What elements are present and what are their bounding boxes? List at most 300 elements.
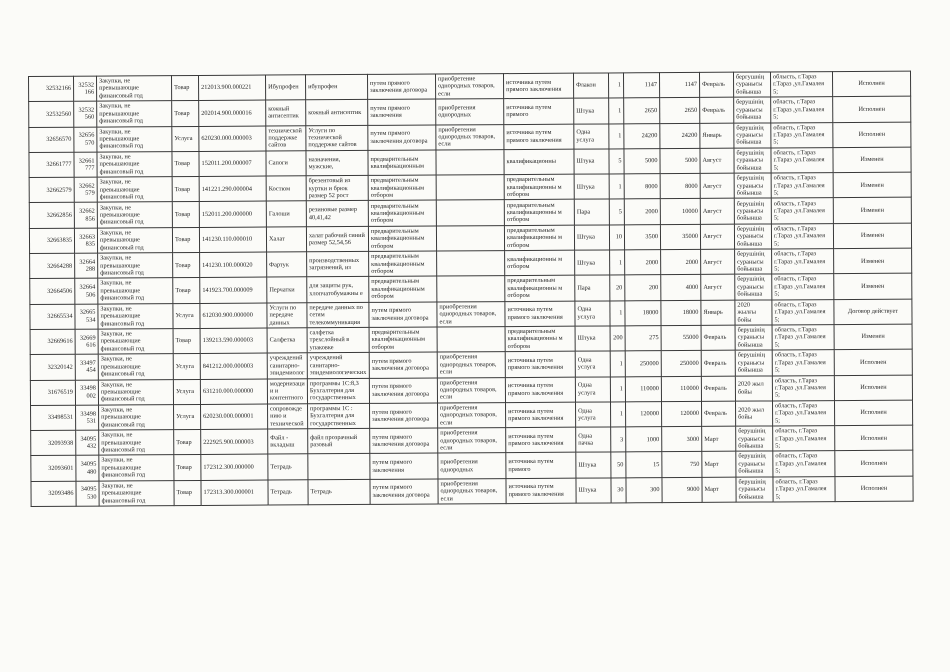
description-cell: Услуги по технической поддержке сайтов: [306, 125, 368, 151]
name-cell: Ибупрофен: [265, 75, 305, 101]
description-cell: халат рабочий синий размер 52,54,56: [306, 226, 368, 252]
month-cell: Март: [702, 426, 736, 452]
type-cell: Товар: [174, 455, 201, 480]
month-cell: Февраль: [701, 376, 735, 402]
purpose-cell: Закупки, не превышающие финансовый год: [98, 329, 173, 355]
address-cell: область, г.Тараз г.Тараз ,ул.Гамалея 5;: [771, 173, 833, 199]
source-cell: предварительным квалификационны м отбором: [504, 200, 574, 226]
purpose-cell: Закупки, не превышающие финансовый год: [97, 177, 172, 203]
source-cell: источника путем прямого заключения: [505, 377, 575, 403]
source-cell: квалификационны м отбором: [505, 250, 575, 276]
table-body: [29, 71, 914, 506]
code-cell: 141923.700.000009: [200, 277, 267, 303]
description-cell: программы 1С:8,3 Бухгалтерия для государственных: [307, 378, 369, 404]
price-cell: 2650: [624, 98, 660, 124]
purpose-cell: Закупки, не превышающие финансовый год: [97, 152, 172, 178]
method-cell: предварительным квалификационным отбором: [369, 276, 437, 302]
code-cell: 141230.100.000020: [200, 252, 267, 278]
source-cell: источника путем прямого заключения: [506, 427, 576, 453]
method-cell: путем прямого заключения договора: [370, 479, 438, 505]
method-cell: предварительным квалификационным отбором: [368, 200, 436, 226]
price-cell: 200: [625, 275, 661, 301]
type-cell: Товар: [172, 101, 199, 126]
address-cell: область, г.Тараз г.Тараз ,ул.Гамалея 5;: [772, 350, 834, 376]
id-cell: 32320142: [30, 354, 75, 380]
status-cell: Исполнен: [833, 96, 911, 122]
basis-cell: [436, 175, 504, 201]
unit-cell: Одна услуга: [576, 402, 611, 428]
place-cell: берушінің суранысы бойынша: [734, 198, 771, 224]
price-cell: 110000: [625, 376, 661, 402]
type-cell: Услуга: [173, 379, 200, 404]
name-cell: Услуги по передаче данных: [267, 302, 307, 328]
quantity-cell: 1: [610, 351, 625, 376]
purpose-cell: Закупки, не превышающие финансовый год: [97, 227, 172, 253]
id2-cell: 32661777: [74, 152, 97, 177]
price-cell: 18000: [625, 300, 661, 326]
unit-cell: Штука: [574, 149, 609, 175]
quantity-cell: 1: [609, 98, 624, 123]
source-cell: источника путем прямого заключения: [506, 478, 576, 504]
unit-cell: Одна услуга: [575, 351, 610, 377]
type-cell: Товар: [172, 227, 199, 252]
basis-cell: [437, 276, 505, 302]
purpose-cell: Закупки, не превышающие финансовый год: [99, 430, 174, 456]
id-cell: 32662579: [29, 177, 74, 203]
type-cell: Товар: [172, 75, 199, 100]
id2-cell: 32656570: [74, 127, 97, 152]
description-cell: кожный антисептик: [306, 100, 368, 126]
purpose-cell: Закупки, не превышающие финансовый год: [98, 253, 173, 279]
type-cell: Товар: [174, 430, 201, 455]
code-cell: 152011.200.000007: [199, 151, 266, 177]
address-cell: область, г.Тараз г.Тараз ,ул.Гамалея 5;: [771, 223, 833, 249]
price-cell: 5000: [624, 149, 660, 175]
description-cell: программы 1С : Бухгалтерия для государственных: [308, 403, 370, 429]
code-cell: 141221.290.000004: [199, 176, 266, 202]
source-cell: предварительным квалификационны м отбором: [504, 225, 574, 251]
description-cell: резиновые размер 40,41,42: [306, 201, 368, 227]
unit-cell: Штука: [575, 250, 610, 276]
month-cell: Февраль: [700, 97, 734, 123]
id2-cell: 32665534: [75, 304, 98, 329]
name-cell: Перчатки: [267, 277, 307, 303]
status-cell: Изменен: [834, 324, 912, 350]
id2-cell: 32662856: [74, 203, 97, 228]
purpose-cell: Закупки, не превышающие финансовый год: [99, 404, 174, 430]
quantity-cell: 200: [610, 326, 625, 351]
name-cell: Халат: [266, 227, 306, 253]
sum-cell: 1147: [659, 72, 699, 98]
basis-cell: приобретения однородных товаров, если: [437, 301, 505, 327]
address-cell: область, г.Тараз г.Тараз ,ул.Гамалея 5;: [772, 325, 834, 351]
name-cell: учреждений санитарно-эпидемиолог: [267, 353, 307, 379]
purpose-cell: Закупки, не превышающие финансовый год: [97, 101, 172, 127]
name-cell: Тетрадь: [268, 480, 308, 506]
status-cell: Исполнен: [832, 71, 910, 97]
status-cell: Договор действует: [834, 299, 912, 325]
id2-cell: 33498531: [76, 405, 99, 430]
sum-cell: 110000: [661, 376, 701, 402]
unit-cell: Штука: [576, 452, 611, 478]
description-cell: салфетка трехслойный в упаковке: [307, 327, 369, 353]
quantity-cell: 5: [609, 149, 624, 174]
status-cell: Исполнен: [835, 425, 913, 451]
type-cell: Товар: [173, 278, 200, 303]
id2-cell: 32662579: [74, 177, 97, 202]
quantity-cell: 3: [611, 427, 626, 452]
source-cell: источника путем прямого заключения: [505, 351, 575, 377]
unit-cell: Пара: [574, 199, 609, 225]
sum-cell: 10000: [660, 199, 700, 225]
place-cell: бергушнің суранысы бойынша: [733, 72, 770, 98]
name-cell: кожный антисептик: [266, 100, 306, 126]
quantity-cell: 1: [609, 174, 624, 199]
code-cell: 841212.000.000003: [200, 353, 267, 379]
month-cell: Февраль: [699, 72, 733, 98]
address-cell: область, г.Тараз г.Тараз ,ул.Гамалея 5;: [773, 476, 835, 502]
code-cell: 139213.590.000003: [200, 328, 267, 354]
place-cell: 2020 жыл бойы: [735, 401, 772, 427]
month-cell: Август: [700, 173, 734, 199]
unit-cell: Штука: [574, 174, 609, 200]
unit-cell: Одна услуга: [575, 301, 610, 327]
quantity-cell: 1: [610, 250, 625, 275]
status-cell: Исполнен: [835, 451, 913, 477]
source-cell: источника путем прямого: [504, 98, 574, 124]
month-cell: Август: [701, 249, 735, 275]
basis-cell: приобретения однородных товаров, если: [436, 124, 504, 150]
price-cell: 8000: [624, 174, 660, 200]
price-cell: 24200: [624, 123, 660, 149]
place-cell: берушінің суранысы бойынша: [736, 426, 773, 452]
id-cell: 32656570: [29, 127, 74, 153]
status-cell: Исполнен: [834, 349, 912, 375]
price-cell: 300: [626, 477, 662, 503]
address-cell: область, г.Тараз г.Тараз ,ул.Гамалея 5;: [772, 249, 834, 275]
name-cell: сопровожде нию и технической: [268, 404, 308, 430]
purpose-cell: Закупки, не превышающие финансовый год: [99, 455, 174, 481]
place-cell: берушінің суранысы бойынша: [734, 148, 771, 174]
place-cell: берушінің суранысы бойынша: [734, 173, 771, 199]
basis-cell: [436, 225, 504, 251]
place-cell: берушінің суранысы бойынша: [734, 123, 771, 149]
unit-cell: Штука: [574, 225, 609, 251]
basis-cell: [436, 149, 504, 175]
id2-cell: 32532166: [74, 76, 97, 101]
type-cell: Товар: [172, 151, 199, 176]
name-cell: Фартук: [267, 252, 307, 278]
id-cell: 32669616: [30, 329, 75, 355]
source-cell: предварительным квалификационны м отбором: [505, 276, 575, 302]
purpose-cell: Закупки, не превышающие финансовый год: [97, 126, 172, 152]
unit-cell: Одна пачка: [576, 427, 611, 453]
unit-cell: Одна услуга: [575, 377, 610, 403]
method-cell: путем прямого заключения: [368, 99, 436, 125]
basis-cell: приобретения однородных товаров, если: [438, 428, 506, 454]
place-cell: 2020 жылғы бойы: [735, 300, 772, 326]
type-cell: Товар: [172, 202, 199, 227]
sum-cell: 2000: [661, 249, 701, 275]
description-cell: [308, 454, 370, 480]
status-cell: Изменен: [833, 147, 911, 173]
sum-cell: 4000: [661, 275, 701, 301]
name-cell: модернизаци и и контентного: [267, 378, 307, 404]
price-cell: 250000: [625, 351, 661, 377]
sum-cell: 250000: [661, 351, 701, 377]
code-cell: 172313.300.000001: [201, 480, 268, 506]
table-row: [31, 476, 913, 507]
status-cell: Изменен: [833, 172, 911, 198]
source-cell: квалификационны: [504, 149, 574, 175]
address-cell: область, г.Тараз г.Тараз ,ул.Гамалея 5;: [771, 147, 833, 173]
quantity-cell: 5: [609, 199, 624, 224]
code-cell: 212013.900.000221: [198, 75, 265, 101]
id-cell: 32664506: [30, 279, 75, 305]
method-cell: предварительным квалификационным отбором: [368, 226, 436, 252]
sum-cell: 9000: [662, 477, 702, 503]
address-cell: область, г.Тараз г.Тараз ,ул.Гамалея 5;: [772, 375, 834, 401]
description-cell: файл прозрачный разовый: [308, 429, 370, 455]
status-cell: Исполнен: [834, 400, 912, 426]
purpose-cell: Закупки, не превышающие финансовый год: [97, 202, 172, 228]
name-cell: Файл - вкладыш: [268, 429, 308, 455]
code-cell: 202014.900.000016: [199, 100, 266, 126]
price-cell: 2000: [624, 199, 660, 225]
source-cell: источника путем прямого заключения: [504, 124, 574, 150]
address-cell: область, г.Тараз г.Тараз ,ул.Гамалея 5;: [771, 97, 833, 123]
name-cell: Галоши: [266, 201, 306, 227]
quantity-cell: 10: [609, 225, 624, 250]
method-cell: путем прямого заключения: [370, 453, 438, 479]
id-cell: 32664288: [30, 253, 75, 279]
place-cell: берушінің суранысы бойынша: [735, 325, 772, 351]
method-cell: предварительным квалификационным отбором: [369, 251, 437, 277]
unit-cell: Штука: [574, 98, 609, 124]
status-cell: Изменен: [833, 223, 911, 249]
address-cell: область, г.Тараз г.Тараз ,ул.Гамалея 5;: [773, 426, 835, 452]
id2-cell: 33497454: [75, 354, 98, 379]
sum-cell: 18000: [661, 300, 701, 326]
id2-cell: 32532560: [74, 101, 97, 126]
address-cell: область, г.Тараз г.Тараз ,ул.Гамалея 5;: [772, 274, 834, 300]
source-cell: источника путем прямого заключения: [503, 73, 573, 99]
price-cell: 3500: [624, 224, 660, 250]
id2-cell: 32664506: [75, 278, 98, 303]
basis-cell: приобретения однородных товаров, если: [438, 402, 506, 428]
source-cell: источника путем прямого заключения: [505, 301, 575, 327]
purpose-cell: Закупки, не превышающие финансовый год: [97, 76, 172, 102]
price-cell: 2000: [625, 250, 661, 276]
description-cell: учреждений санитарно-эпидемиологических: [307, 353, 369, 379]
id2-cell: 34095530: [76, 481, 99, 506]
type-cell: Услуга: [173, 303, 200, 328]
basis-cell: [436, 200, 504, 226]
month-cell: Август: [701, 275, 735, 301]
id-cell: 32093601: [31, 456, 76, 482]
month-cell: Март: [702, 477, 736, 503]
description-cell: для защиты рук, хлопчатобумажны е: [307, 277, 369, 303]
month-cell: Январь: [701, 300, 735, 326]
code-cell: 222925.900.000003: [201, 429, 268, 455]
month-cell: Август: [700, 199, 734, 225]
status-cell: Исполнен: [835, 476, 913, 502]
address-cell: область, г.Тараз г.Тараз ,ул.Гамалея 5;: [773, 451, 835, 477]
description-cell: производственных загрязнений, из: [307, 252, 369, 278]
month-cell: Январь: [700, 123, 734, 149]
basis-cell: приобретения однородных товаров, если: [438, 478, 506, 504]
sum-cell: 24200: [660, 123, 700, 149]
month-cell: Март: [702, 452, 736, 478]
month-cell: Февраль: [701, 350, 735, 376]
source-cell: источника путем прямого заключения: [506, 402, 576, 428]
address-cell: область, г.Тараз г.Тараз ,ул.Гамалея 5;: [771, 198, 833, 224]
code-cell: 141230.110.000010: [199, 227, 266, 253]
quantity-cell: 50: [611, 452, 626, 477]
description-cell: брезентовый из куртки и брюк размер 52 рост: [306, 176, 368, 202]
sum-cell: 120000: [662, 401, 702, 427]
purpose-cell: Закупки, не превышающие финансовый год: [98, 354, 173, 380]
code-cell: 620230.000.000003: [199, 126, 266, 152]
method-cell: путем прямого заключения договора: [369, 378, 437, 404]
id-cell: 33498531: [31, 405, 76, 431]
type-cell: Услуга: [173, 354, 200, 379]
place-cell: берушінің суранысы бойынша: [735, 249, 772, 275]
method-cell: предварительным квалификационным отбором: [368, 175, 436, 201]
sum-cell: 8000: [660, 174, 700, 200]
source-cell: предварительным квалификационны м отбором: [505, 326, 575, 352]
id2-cell: 34095432: [76, 430, 99, 455]
unit-cell: Штука: [575, 326, 610, 352]
id-cell: 32093486: [31, 481, 76, 507]
status-cell: Изменен: [833, 198, 911, 224]
address-cell: область, г.Тараз г.Тараз ,ул.Гамалея 5;: [772, 299, 834, 325]
month-cell: Август: [700, 148, 734, 174]
quantity-cell: 30: [611, 478, 626, 503]
unit-cell: Флакон: [573, 73, 608, 99]
quantity-cell: 1: [609, 123, 624, 148]
purpose-cell: Закупки, не превышающие финансовый год: [98, 303, 173, 329]
code-cell: 172312.300.000000: [201, 454, 268, 480]
code-cell: 612030.900.000000: [200, 303, 267, 329]
description-cell: назначения, мужские,: [306, 150, 368, 176]
sum-cell: 750: [662, 452, 702, 478]
place-cell: берушінің суранысы бойынша: [735, 274, 772, 300]
type-cell: Товар: [173, 253, 200, 278]
place-cell: берушінің суранысы бойынша: [735, 350, 772, 376]
quantity-cell: 1: [608, 73, 623, 98]
price-cell: 1000: [626, 427, 662, 453]
type-cell: Услуга: [172, 126, 199, 151]
place-cell: берушінің суранысы бойынша: [736, 477, 773, 503]
type-cell: Товар: [174, 480, 201, 505]
purpose-cell: Закупки, не превышающие финансовый год: [98, 379, 173, 405]
basis-cell: [437, 251, 505, 277]
name-cell: технической поддержке сайтов: [266, 125, 306, 151]
id-cell: 32665534: [30, 304, 75, 330]
name-cell: Костюм: [266, 176, 306, 202]
id-cell: 32093938: [31, 430, 76, 456]
procurement-table: [28, 71, 914, 507]
status-cell: Изменен: [834, 273, 912, 299]
name-cell: Тетрадь: [268, 454, 308, 480]
status-cell: Изменен: [834, 248, 912, 274]
price-cell: 1147: [623, 73, 659, 99]
place-cell: 2020 жыл бойы: [735, 376, 772, 402]
quantity-cell: 1: [611, 402, 626, 427]
month-cell: Август: [700, 224, 734, 250]
description-cell: передаче данных по сетям телекоммуникация: [307, 302, 369, 328]
unit-cell: Штука: [576, 478, 611, 504]
name-cell: Сапоги: [266, 151, 306, 177]
description-cell: Тетрадь: [308, 479, 370, 505]
purpose-cell: Закупки, не превышающие финансовый год: [99, 480, 174, 506]
id2-cell: 34095480: [76, 456, 99, 481]
source-cell: источника путем прямого: [506, 453, 576, 479]
address-cell: область, г.Тараз г.Тараз ,ул.Гамалея 5;: [772, 400, 834, 426]
id-cell: 32532560: [29, 102, 74, 128]
method-cell: путем прямого заключения договора: [367, 74, 435, 100]
method-cell: предварительным квалификационным отбором: [369, 327, 437, 353]
place-cell: берушінің суранысы бойынша: [734, 97, 771, 123]
id-cell: 32662856: [29, 203, 74, 229]
quantity-cell: 20: [610, 275, 625, 300]
method-cell: путем прямого заключения договора: [369, 302, 437, 328]
status-cell: Исполнен: [834, 375, 912, 401]
purpose-cell: Закупки, не превышающие финансовый год: [98, 278, 173, 304]
code-cell: 620230.000.000001: [201, 404, 268, 430]
id2-cell: 33498002: [75, 380, 98, 405]
method-cell: предварительным квалификационным: [368, 150, 436, 176]
id2-cell: 32669616: [75, 329, 98, 354]
method-cell: путем прямого заключения договора: [369, 352, 437, 378]
basis-cell: [437, 327, 505, 353]
id-cell: 32663835: [29, 228, 74, 254]
quantity-cell: 1: [610, 301, 625, 326]
sum-cell: 5000: [660, 148, 700, 174]
sum-cell: 55000: [661, 325, 701, 351]
price-cell: 275: [625, 326, 661, 352]
unit-cell: Пара: [575, 275, 610, 301]
basis-cell: приобретение однородных товаров, если: [435, 74, 503, 100]
basis-cell: приобретения однородных: [436, 99, 504, 125]
month-cell: Февраль: [701, 401, 735, 427]
address-cell: облысть, г.Тараз г.Тараз ,ул.Гамалея 5;: [770, 72, 832, 98]
method-cell: путем прямого заключения договора: [368, 125, 436, 151]
id2-cell: 32664288: [75, 253, 98, 278]
basis-cell: приобретения однородных товаров, если: [437, 352, 505, 378]
month-cell: Февраль: [701, 325, 735, 351]
sum-cell: 2650: [660, 98, 700, 124]
place-cell: берушінің суранысы бойынша: [736, 451, 773, 477]
unit-cell: Одна услуга: [574, 124, 609, 150]
place-cell: берушінің суранысы бойынша: [734, 224, 771, 250]
type-cell: Услуга: [174, 404, 201, 429]
type-cell: Товар: [172, 177, 199, 202]
address-cell: область, г.Тараз г.Тараз ,ул.Гамалея 5;: [771, 122, 833, 148]
sum-cell: 35000: [660, 224, 700, 250]
method-cell: путем прямого заключения договора: [370, 428, 438, 454]
basis-cell: приобретения однородных товаров, если: [437, 377, 505, 403]
sum-cell: 3000: [662, 427, 702, 453]
code-cell: 152011.200.000000: [199, 202, 266, 228]
status-cell: Исполнен: [833, 122, 911, 148]
price-cell: 15: [626, 452, 662, 478]
basis-cell: приобретения однородных: [438, 453, 506, 479]
id-cell: 32661777: [29, 152, 74, 178]
source-cell: предварительным квалификационны м отбором: [504, 174, 574, 200]
description-cell: ибупрофен: [305, 74, 367, 100]
